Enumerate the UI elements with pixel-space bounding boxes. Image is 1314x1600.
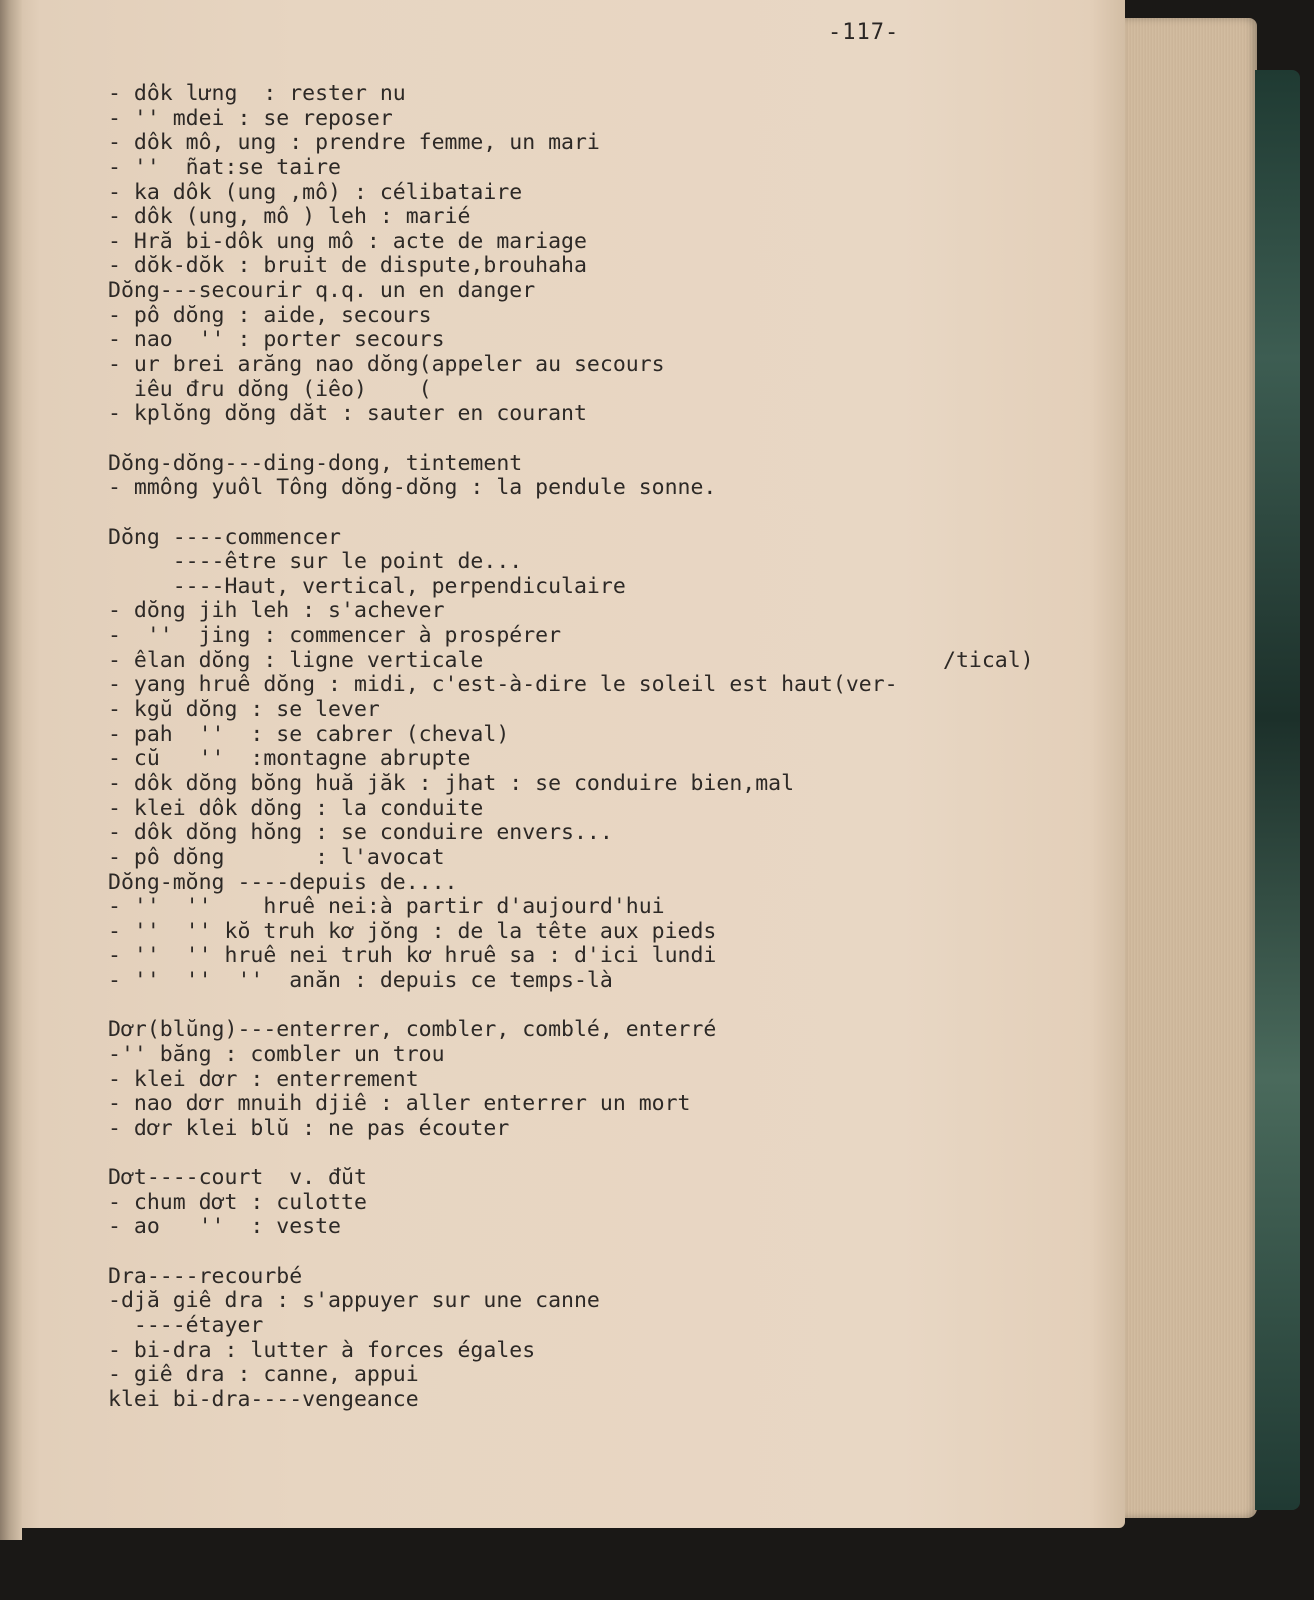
text-line <box>108 427 1068 452</box>
text-line: - '' '' hruê nei truh kơ hruê sa : d'ici lundi <box>108 943 717 969</box>
text-line: Dơr(blŭng)---enterrer, combler, comblé, enterré <box>108 1017 717 1043</box>
text-line <box>108 1240 1068 1265</box>
text-line: ----Haut, vertical, perpendiculaire <box>108 573 626 599</box>
text-line: - klei dơr : enterrement <box>108 1066 419 1092</box>
text-line: - êlan dŏng : ligne verticale <box>108 647 484 673</box>
text-line: - ka dôk (ung ,mô) : célibataire <box>108 179 523 205</box>
text-line: - chum dơt : culotte <box>108 1189 367 1215</box>
text-line: - '' jing : commencer à prospérer <box>108 623 562 649</box>
text-line: - dôk dŏng hŏng : se conduire envers... <box>108 820 613 846</box>
text-line: - Hră bi-dôk ung mô : acte de mariage <box>108 228 587 254</box>
text-line: - kplŏng dŏng dăt : sauter en courant <box>108 401 587 427</box>
text-line: - bi-dra : lutter à forces égales <box>108 1337 536 1363</box>
text-line: -'' băng : combler un trou <box>108 1041 445 1067</box>
text-line: - dŏk-dŏk : bruit de dispute,brouhaha <box>108 253 587 279</box>
text-line: - kgŭ dŏng : se lever <box>108 697 380 723</box>
text-line: - dŏng jih leh : s'achever <box>108 598 445 624</box>
text-line: - nao '' : porter secours <box>108 327 445 353</box>
text-line: - dôk mô, ung : prendre femme, un mari <box>108 130 600 156</box>
text-line: - pah '' : se cabrer (cheval) <box>108 721 510 747</box>
text-line: - pô dŏng : aide, secours <box>108 302 432 328</box>
text-line: - '' mdei : se reposer <box>108 105 393 131</box>
page-edges <box>1125 18 1257 1518</box>
text-line: - '' '' '' anăn : depuis ce temps-là <box>108 968 613 994</box>
book-cover <box>1255 70 1300 1510</box>
text-line: Dơt----court v. đŭt <box>108 1165 367 1191</box>
text-line: - yang hruê dŏng : midi, c'est-à-dire le soleil est haut(ver- <box>108 672 898 698</box>
text-line: - dôk lưng : rester nu <box>108 81 406 106</box>
text-line: - mmông yuôl Tông dŏng-dŏng : la pendule sonne. <box>108 475 717 501</box>
text-line: iêu đru dŏng (iêo) ( <box>108 376 432 402</box>
text-line: Dŏng ----commencer <box>108 524 341 550</box>
text-line: - nao dơr mnuih djiê : aller enterrer un mort <box>108 1091 691 1117</box>
margin-note: /tical) <box>943 648 1034 673</box>
text-line <box>108 1142 1068 1167</box>
text-line: - ur brei arăng nao dŏng(appeler au secours <box>108 352 665 378</box>
text-line: Dŏng---secourir q.q. un en danger <box>108 278 536 304</box>
text-line: - pô dŏng : l'avocat <box>108 844 445 870</box>
text-line: ----étayer <box>108 1313 264 1339</box>
typed-text-block <box>108 82 1068 1413</box>
text-line: ----être sur le point de... <box>108 549 523 575</box>
text-line: - dôk (ung, mô ) leh : marié <box>108 204 471 230</box>
text-line <box>108 994 1068 1019</box>
text-line: Dŏng-dŏng---ding-dong, tintement <box>108 450 523 476</box>
text-line: - ao '' : veste <box>108 1214 341 1240</box>
text-line: - '' ñat:se taire <box>108 154 341 180</box>
text-line: - dôk dŏng bŏng huă jăk : jhat : se conduire bien,mal <box>108 770 795 796</box>
page-gutter <box>0 0 22 1540</box>
text-line: - dơr klei blŭ : ne pas écouter <box>108 1115 510 1141</box>
text-line: -djă giê dra : s'appuyer sur une canne <box>108 1288 600 1314</box>
text-line: Dŏng-mŏng ----depuis de.... <box>108 869 458 895</box>
text-line: - '' '' kŏ truh kơ jŏng : de la tête aux pieds <box>108 918 717 944</box>
text-line: Dra----recourbé <box>108 1263 303 1289</box>
text-line <box>108 501 1068 526</box>
page-number: -117- <box>828 20 900 45</box>
text-line: klei bi-dra----vengeance <box>108 1386 419 1412</box>
text-line: - klei dôk dŏng : la conduite <box>108 795 484 821</box>
text-line: - giê dra : canne, appui <box>108 1362 419 1388</box>
text-line: - '' '' hruê nei:à partir d'aujourd'hui <box>108 894 665 920</box>
text-line: - cŭ '' :montagne abrupte <box>108 746 471 772</box>
